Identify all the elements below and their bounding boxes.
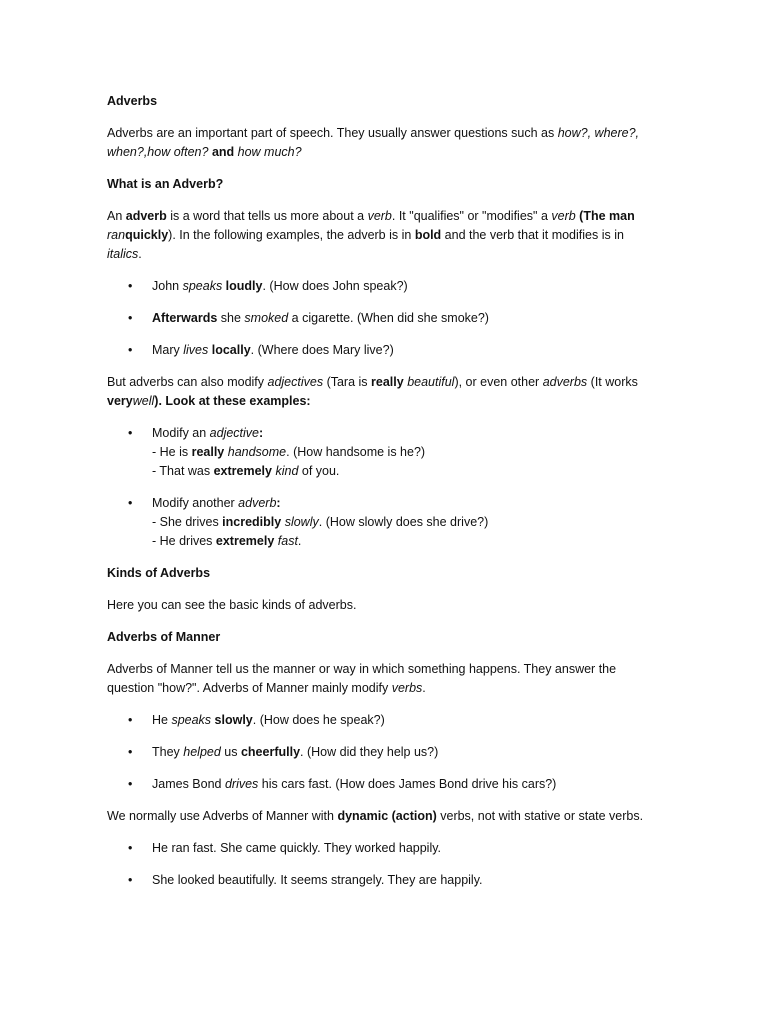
modify-examples-list [107, 424, 647, 551]
bold-term: bold [414, 228, 442, 242]
sub-example [152, 443, 647, 462]
final-examples-list [107, 839, 647, 890]
italic-term: adverb [238, 496, 277, 510]
sub-example [152, 532, 647, 551]
bold-term: dynamic (action) [337, 809, 437, 823]
italic-term: adverbs [542, 375, 588, 389]
intro-question-how-much: how much? [237, 145, 302, 159]
text-run: . (Where does Mary live?) [250, 343, 394, 357]
text-run: Modify an [152, 426, 210, 440]
text-run: - He is [152, 445, 192, 459]
italic-term: kind [275, 464, 299, 478]
text-run: Mary [152, 343, 184, 357]
list-item [107, 424, 647, 481]
adverb-examples-list [107, 277, 647, 360]
also-paragraph [107, 373, 647, 411]
text-run: Adverbs of Manner tell us the manner or way in which something happens. They answer the question "how?". Adverbs of Manner mainly modify [107, 662, 617, 695]
text-run: . It "qualifies" or "modifies" a [391, 209, 552, 223]
italic-term: beautiful [407, 375, 455, 389]
section-heading-manner: Adverbs of Manner [107, 630, 221, 644]
list-item: • She looked beautifully. It seems strangely. They are happily. [107, 871, 647, 890]
text-run: us [220, 745, 241, 759]
text-run: ). In the following examples, the adverb is in [168, 228, 415, 242]
intro-and: and [208, 145, 238, 159]
text-run: and the verb that it modifies is in [441, 228, 624, 242]
section-heading-what: What is an Adverb? [107, 177, 224, 191]
page-title: Adverbs [107, 94, 158, 108]
italic-term: helped [183, 745, 221, 759]
text-run: . [138, 247, 142, 261]
intro-text: Adverbs are an important part of speech. They usually answer questions such as [107, 126, 558, 140]
bold-term: ). Look at these examples: [154, 394, 311, 408]
italic-term: adjective [209, 426, 260, 440]
italic-term: slowly [284, 515, 319, 529]
bold-term: very [107, 394, 133, 408]
text-run: his cars fast. (How does James Bond drive his cars?) [258, 777, 557, 791]
bold-term: loudly [222, 279, 263, 293]
text-run: a cigarette. (When did she smoke?) [288, 311, 489, 325]
italic-term: smoked [244, 311, 289, 325]
text-run: . (How slowly does she drive?) [318, 515, 489, 529]
italic-term: speaks [182, 279, 223, 293]
text-run: An [107, 209, 126, 223]
text-run: - She drives [152, 515, 223, 529]
intro-questions: how?, where?, when?,how often? [107, 126, 640, 159]
bold-term: extremely [213, 464, 272, 478]
bold-term: cheerfully [240, 745, 301, 759]
text-run: (It works [587, 375, 638, 389]
section-heading-kinds: Kinds of Adverbs [107, 566, 211, 580]
italic-term: handsome [227, 445, 287, 459]
text-run: They [152, 745, 184, 759]
italic-term: speaks [171, 713, 212, 727]
list-item [107, 775, 647, 794]
italic-term: ran [107, 228, 126, 242]
bold-term: locally [208, 343, 251, 357]
italic-term: lives [183, 343, 209, 357]
text-run: (Tara is [323, 375, 372, 389]
text-run: . [297, 534, 302, 548]
italic-term: italics [107, 247, 139, 261]
manner-paragraph [107, 660, 647, 698]
italic-term: verb [367, 209, 392, 223]
what-paragraph [107, 207, 647, 264]
bold-term: : [276, 496, 281, 510]
list-item: • He ran fast. She came quickly. They worked happily. [107, 839, 647, 858]
text-run: . (How does John speak?) [262, 279, 408, 293]
list-item [107, 341, 647, 360]
text-run: of you. [298, 464, 340, 478]
bold-term: extremely [215, 534, 275, 548]
text-run: . (How does he speak?) [252, 713, 385, 727]
sub-example [152, 462, 647, 481]
text-run: she [217, 311, 245, 325]
italic-term: well [132, 394, 155, 408]
text-run: Modify another [152, 496, 239, 510]
bold-term: really [371, 375, 404, 389]
bold-term: incredibly [222, 515, 282, 529]
text-run: . [422, 681, 426, 695]
dynamic-paragraph [107, 807, 647, 826]
bold-term: (The man [575, 209, 635, 223]
italic-term: drives [224, 777, 259, 791]
text-run: ), or even other [454, 375, 543, 389]
bold-term: Afterwards [152, 311, 218, 325]
sub-example [152, 513, 647, 532]
bold-term: : [259, 426, 264, 440]
list-item [107, 711, 647, 730]
italic-term: verbs [391, 681, 423, 695]
bold-term: really [191, 445, 225, 459]
document-page [107, 92, 647, 903]
text-run: John [152, 279, 183, 293]
text-run: verbs, not with stative or state verbs. [436, 809, 644, 823]
list-item [107, 494, 647, 551]
list-item [107, 743, 647, 762]
bold-term: quickly [125, 228, 169, 242]
text-run: We normally use Adverbs of Manner with [107, 809, 338, 823]
list-item [107, 309, 647, 328]
bold-term: adverb [125, 209, 167, 223]
bold-term: slowly [211, 713, 253, 727]
text-run: . (How handsome is he?) [286, 445, 426, 459]
kinds-paragraph: Here you can see the basic kinds of adverbs. [107, 598, 357, 612]
italic-term: verb [551, 209, 576, 223]
italic-term: adjectives [267, 375, 324, 389]
text-run: is a word that tells us more about a [166, 209, 368, 223]
text-run: He [152, 713, 172, 727]
text-run: . (How did they help us?) [300, 745, 439, 759]
text-run: James Bond [152, 777, 225, 791]
list-item [107, 277, 647, 296]
text-run: - That was [152, 464, 214, 478]
italic-term: fast [277, 534, 298, 548]
intro-paragraph [107, 124, 647, 162]
text-run: But adverbs can also modify [107, 375, 268, 389]
manner-examples-list [107, 711, 647, 794]
text-run: - He drives [152, 534, 216, 548]
